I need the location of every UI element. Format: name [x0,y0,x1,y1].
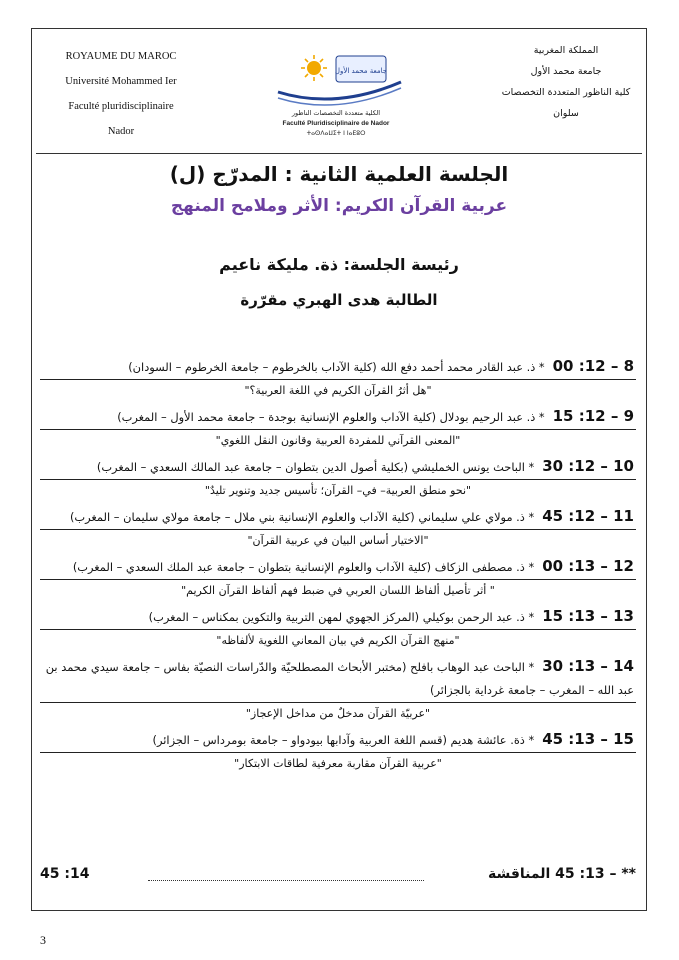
header-right-line: جامعة محمد الأول [530,66,602,77]
talk-title: "المعنى القرآني للمفردة العربية وقانون النقل اللغوي" [215,434,461,447]
talk-time: 15 – 13: 45 [542,730,634,748]
header-left-line: Université Mohammed Ier [65,76,177,87]
talk-time: 8 – 12: 00 [552,357,634,375]
header-divider [36,153,642,154]
talk-time: 11 – 12: 45 [542,507,634,525]
talk-item [40,655,636,725]
talk-time: 13 – 13: 15 [542,607,634,625]
talk-speaker: * ذ. عبد الرحمن بوكيلي (المركز الجهوي لمهن التربية والتكوين بمكناس – المغرب) [148,610,535,624]
header-left-line: Faculté pluridisciplinaire [68,101,174,112]
header-left-line: Nador [107,126,135,137]
discussion-end: 14: 45 [40,866,90,882]
header-left [36,44,206,144]
talk-title: "نحو منطق العربية– في– القرآن؛ تأسيس جديد وتنوير تليدٌ" [204,484,472,497]
talk-item [40,555,636,602]
discussion-start: ** – 13: 45 المناقشة [487,866,636,882]
session-chair: رئيسة الجلسة: ذة. مليكة ناعيم [219,255,459,274]
talk-speaker: * الباحث عبد الوهاب بافلح (مختبر الأبحاث المصطلحيّة والدّراسات النصيّة بفاس – جامعة سيدي محمد بن عبد الله – المغرب – جامعة غرداية بالجزائر) [45,660,634,697]
talk-time: 12 – 13: 00 [542,557,634,575]
faculty-logo [256,52,416,142]
talk-title: "هل أثرُ القرآن الكريم في اللغة العربية؟" [244,384,432,397]
talk-speaker: * ذ. عبد القادر محمد أحمد دفع الله (كلية الآداب بالخرطوم – جامعة الخرطوم – السودان) [128,360,545,374]
talk-speaker: * ذ. مولاي علي سليماني (كلية الآداب والعلوم الإنسانية بني ملال – جامعة مولاي سليمان – المغرب) [69,510,535,524]
page-number: 3 [40,933,46,947]
talk-item [40,728,636,775]
session-subtitle: عربية القرآن الكريم: الأثر وملامح المنهج [170,196,508,216]
header-right-line: سلوان [553,108,579,119]
header-left-line: ROYAUME DU MAROC [65,51,177,62]
header-right-line: كلية الناظور المتعددة التخصصات [501,87,631,98]
talk-time: 9 – 12: 15 [552,407,634,425]
talk-title: "عربيّة القرآن مدخلٌ من مداخل الإعجاز" [245,707,431,720]
logo-tifinagh: ⵜⴰⵙⴷⴰⵡⵉⵜ ⵏ ⵏⴰⴹⵓⵔ [306,130,366,137]
talk-time: 14 – 13: 30 [542,657,634,675]
discussion-row [40,866,636,890]
logo-ar-name: الكلية متعددة التخصصات الناظور [291,109,381,117]
logo-fr-name: Faculté Pluridisciplinaire de Nador [282,120,390,127]
talk-item [40,505,636,552]
session-title: الجلسة العلمية الثانية : المدرّج (ل) [169,162,509,186]
header-right [496,40,636,124]
discussion-dotted-leader [148,880,424,881]
talk-speaker: * ذة. عائشة هديم (قسم اللغة العربية وآدابها بيودواو – جامعة بومرداس – الجزائر) [152,733,535,747]
session-reporter: الطالبة هدى الهبري مقرّرة [240,291,438,309]
talk-time: 10 – 12: 30 [542,457,634,475]
talk-title: "عربية القرآن مقاربة معرفية لطاقات الابتكار" [234,757,442,770]
talk-title: " أثر تأصيل ألفاظ اللسان العربي في ضبط فهم ألفاظ القرآن الكريم" [181,584,495,597]
talk-speaker: * ذ. عبد الرحيم بودلال (كلية الآداب والعلوم الإنسانية بوجدة – جامعة محمد الأول – المغرب) [117,410,545,424]
talk-item [40,605,636,652]
logo-emblem-text: جامعة محمد الأول [334,67,388,75]
talk-item [40,355,636,402]
talk-list [40,355,636,778]
talk-speaker: * ذ. مصطفى الزكاف (كلية الآداب والعلوم الإنسانية بتطوان – جامعة عبد الملك السعدي – المغرب) [72,560,535,574]
talk-title: "منهج القرآن الكريم في بيان المعاني اللغوية لألفاظه" [216,634,460,647]
talk-item [40,405,636,452]
talk-speaker: * الباحث يونس الخمليشي (بكلية أصول الدين بتطوان – جامعة عبد المالك السعدي – المغرب) [96,460,535,474]
talk-item [40,455,636,502]
talk-title: "الاختيار أساس البيان في عربية القرآن" [247,534,429,547]
header-right-line: المملكة المغربية [533,45,599,56]
